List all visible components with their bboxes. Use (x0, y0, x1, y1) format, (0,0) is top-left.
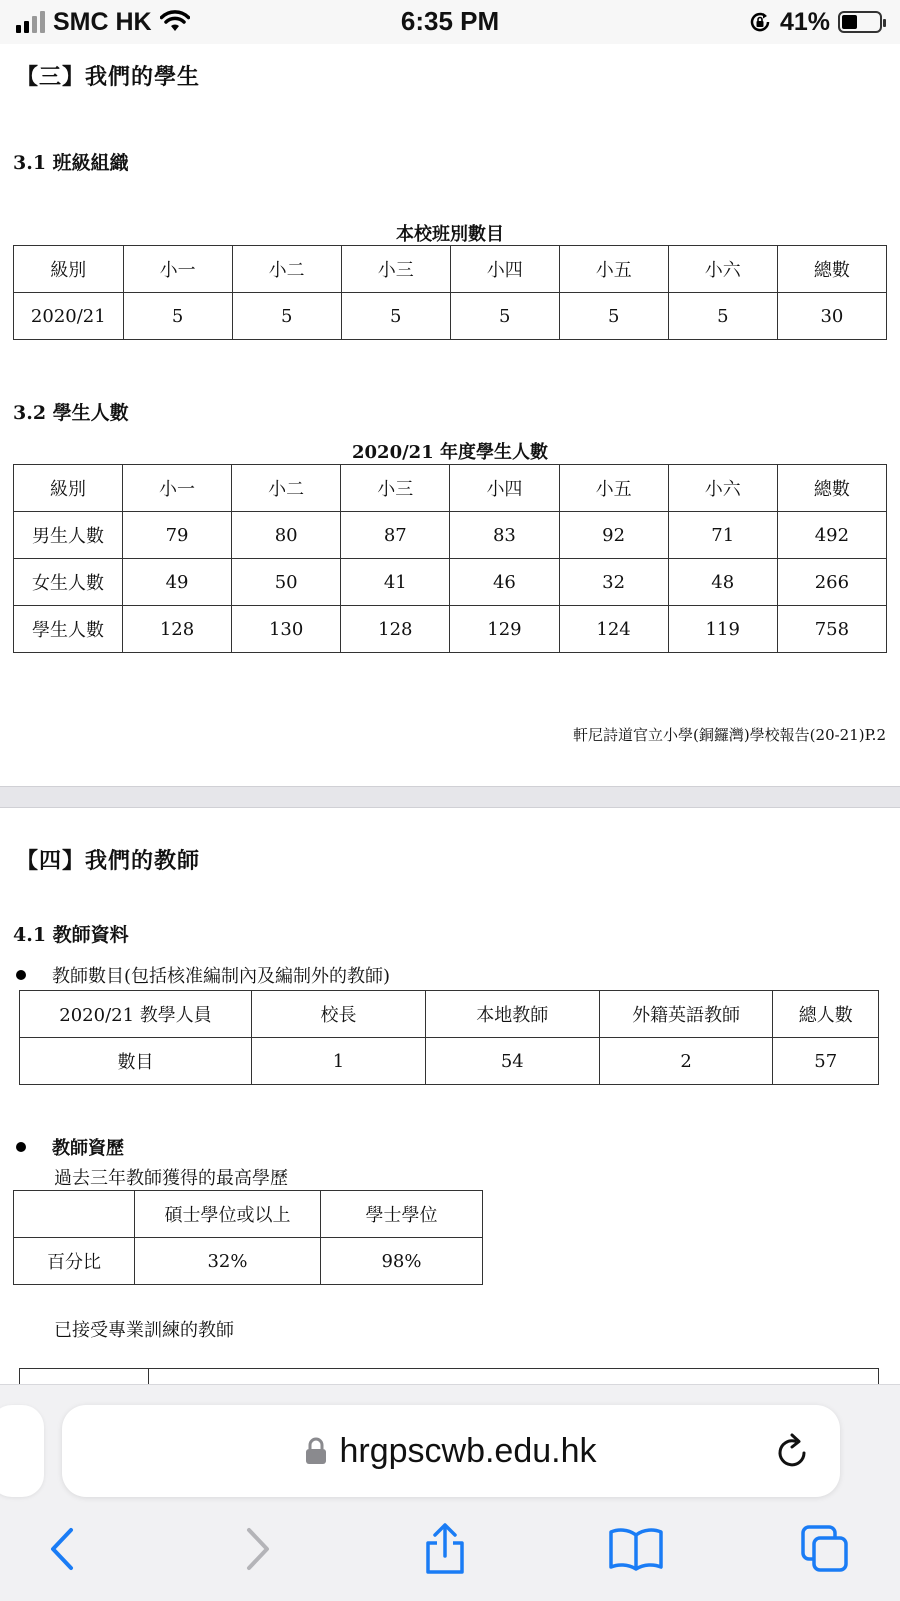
table-cell: 小五 (559, 246, 668, 293)
bullet-text: 教師資歷 (52, 1138, 124, 1159)
training-table-partial (19, 1368, 879, 1384)
orientation-lock-icon (748, 10, 772, 34)
table-cell: 小六 (668, 465, 777, 512)
table-cell: 5 (341, 293, 450, 340)
share-button[interactable] (415, 1521, 475, 1577)
section-3-2-heading: 3.2 學生人數 (13, 402, 129, 424)
table-row (14, 559, 887, 606)
carrier-name: SMC HK (53, 7, 152, 36)
table-cell: 5 (559, 293, 668, 340)
table-header-row (14, 465, 887, 512)
browser-toolbar (0, 1513, 900, 1583)
table-cell: 總數 (777, 465, 886, 512)
table-cell: 外籍英語教師 (599, 991, 773, 1038)
table-cell: 小五 (559, 465, 668, 512)
table-cell: 級別 (14, 465, 123, 512)
status-time: 6:35 PM (400, 6, 500, 36)
back-button[interactable] (32, 1521, 92, 1577)
training-subheading: 已接受專業訓練的教師 (54, 1320, 234, 1341)
bullet-icon (16, 1142, 26, 1152)
bookmarks-button[interactable] (606, 1521, 666, 1577)
class-count-table-caption: 本校班別數目 (396, 224, 504, 245)
table-cell: 小一 (123, 246, 232, 293)
table-cell: 32% (135, 1238, 321, 1285)
table-row (14, 512, 887, 559)
table-cell: 數目 (20, 1038, 252, 1085)
lock-icon (305, 1437, 327, 1465)
pdf-viewer[interactable] (0, 44, 900, 1384)
section-4-title: 【四】我們的教師 (16, 848, 201, 874)
table-cell (14, 1191, 135, 1238)
table-cell: 48 (668, 559, 777, 606)
table-cell: 46 (450, 559, 559, 606)
table-cell: 30 (777, 293, 886, 340)
bullet-icon (16, 970, 26, 980)
table-cell: 41 (341, 559, 450, 606)
table-cell: 54 (425, 1038, 599, 1085)
table-cell: 98% (321, 1238, 483, 1285)
table-cell: 124 (559, 606, 668, 653)
table-cell: 2 (599, 1038, 773, 1085)
table-cell: 本地教師 (425, 991, 599, 1038)
table-cell: 小四 (450, 465, 559, 512)
table-cell: 57 (773, 1038, 879, 1085)
table-cell: 49 (122, 559, 231, 606)
table-cell: 百分比 (14, 1238, 135, 1285)
reload-icon[interactable] (774, 1432, 810, 1470)
table-cell: 32 (559, 559, 668, 606)
browser-chrome (0, 1384, 900, 1601)
table-cell: 129 (450, 606, 559, 653)
battery-percent: 41% (779, 7, 830, 36)
table-row (14, 1238, 483, 1285)
table-cell: 5 (668, 293, 777, 340)
table-cell: 小三 (341, 465, 450, 512)
table-row (14, 606, 887, 653)
section-3-title: 【三】我們的學生 (16, 64, 201, 90)
table-cell: 50 (232, 559, 341, 606)
table-cell: 女生人數 (14, 559, 123, 606)
table-cell: 校長 (252, 991, 426, 1038)
bullet-teacher-qualification (14, 1134, 124, 1160)
section-4-1-heading: 4.1 教師資料 (13, 924, 129, 946)
bookmarks-icon (608, 1527, 664, 1571)
table-cell: 92 (559, 512, 668, 559)
share-icon (422, 1523, 468, 1575)
tabs-button[interactable] (795, 1521, 855, 1577)
status-right (748, 8, 882, 36)
table-cell: 758 (777, 606, 886, 653)
table-cell: 總人數 (773, 991, 879, 1038)
battery-icon (838, 11, 882, 33)
student-count-table (13, 464, 887, 653)
table-cell: 266 (777, 559, 886, 606)
table-cell: 小二 (232, 246, 341, 293)
table-cell: 5 (123, 293, 232, 340)
forward-icon (243, 1526, 273, 1572)
table-cell: 80 (232, 512, 341, 559)
table-row (14, 293, 887, 340)
qualification-table (13, 1190, 483, 1285)
forward-button[interactable] (228, 1521, 288, 1577)
table-cell: 5 (232, 293, 341, 340)
table-cell: 小六 (668, 246, 777, 293)
section-3-1-heading: 3.1 班級組織 (13, 152, 129, 174)
status-bar (0, 0, 900, 44)
bullet-teacher-count (14, 962, 390, 988)
table-cell: 119 (668, 606, 777, 653)
page-divider (0, 786, 900, 808)
table-cell: 學士學位 (321, 1191, 483, 1238)
table-cell: 71 (668, 512, 777, 559)
table-cell: 級別 (14, 246, 124, 293)
table-cell: 492 (777, 512, 886, 559)
table-cell: 79 (122, 512, 231, 559)
table-cell: 1 (252, 1038, 426, 1085)
table-cell: 小二 (232, 465, 341, 512)
tabs-icon (800, 1524, 850, 1574)
table-cell: 128 (122, 606, 231, 653)
table-cell: 2020/21 教學人員 (20, 991, 252, 1038)
table-cell: 2020/21 (14, 293, 124, 340)
table-cell: 小一 (122, 465, 231, 512)
table-header-row (14, 246, 887, 293)
table-cell: 83 (450, 512, 559, 559)
teacher-count-table (19, 990, 879, 1085)
student-count-table-caption: 2020/21 年度學生人數 (352, 442, 548, 463)
table-cell: 128 (341, 606, 450, 653)
table-cell: 小三 (341, 246, 450, 293)
back-icon (47, 1526, 77, 1572)
qualification-subheading: 過去三年教師獲得的最高學歷 (54, 1168, 288, 1189)
table-cell: 130 (232, 606, 341, 653)
table-cell: 男生人數 (14, 512, 123, 559)
url-text: hrgpscwb.edu.hk (339, 1431, 597, 1470)
address-bar[interactable] (62, 1405, 840, 1497)
table-cell: 碩士學位或以上 (135, 1191, 321, 1238)
table-cell: 總數 (777, 246, 886, 293)
previous-tab-preview[interactable] (0, 1405, 44, 1497)
class-count-table (13, 245, 887, 340)
table-cell: 小四 (450, 246, 559, 293)
table-header-row (20, 991, 879, 1038)
table-cell: 學生人數 (14, 606, 123, 653)
page-footer-note: 軒尼詩道官立小學(銅鑼灣)學校報告(20-21)P.2 (572, 726, 886, 744)
bullet-text: 教師數目(包括核准編制內及編制外的教師) (52, 966, 391, 987)
table-cell: 87 (341, 512, 450, 559)
table-row (20, 1038, 879, 1085)
table-header-row (14, 1191, 483, 1238)
table-cell: 5 (450, 293, 559, 340)
